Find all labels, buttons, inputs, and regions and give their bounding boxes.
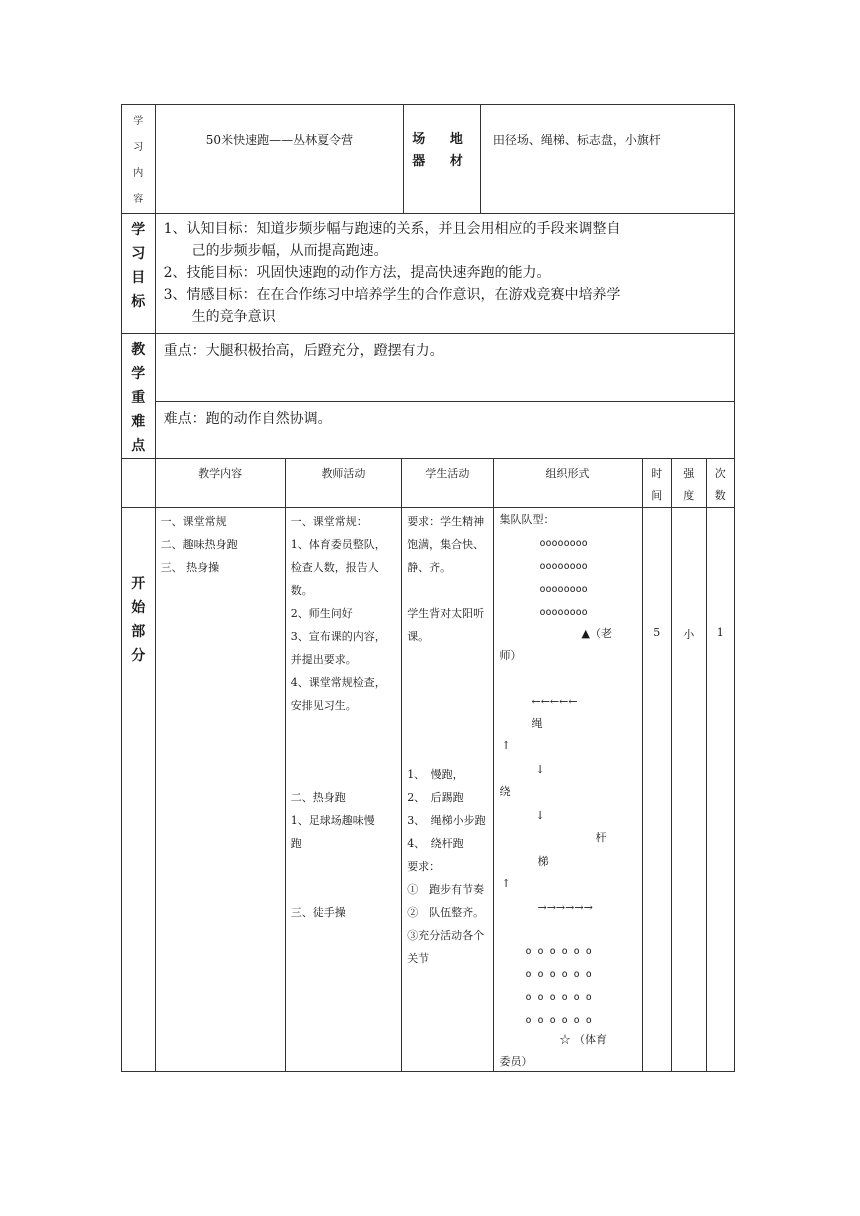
header-count: 次 数	[706, 459, 735, 508]
start-content: 一、课堂常规 二、趣味热身跑 三、 热身操	[155, 508, 285, 1072]
pole-label: 杆	[595, 831, 607, 844]
leader-marker: ☆ （体育	[559, 1033, 607, 1046]
venue-label: 场 地 器 材	[404, 105, 481, 214]
leader-marker-2: 委员）	[499, 1055, 533, 1068]
arrow-row-left: ←←←←←	[531, 695, 578, 708]
formation-row-2: o o o o o o	[525, 992, 592, 1003]
start-student: 要求：学生精神 饱满，集合快、 静、齐。 学生背对太阳听 课。 1、 慢跑， 2、 后踢跑 3、 绳梯小步跑 4、 绕杆跑 要求： ① 跑步有节奏 ② 队伍整齐。 ③充分活动各个 关节	[402, 508, 493, 1072]
formation-title: 集队队型：	[499, 513, 555, 526]
arrow-up-icon: ↑	[501, 739, 511, 752]
arrow-down-icon: ↓	[535, 809, 545, 822]
formation-row: oooooooo	[539, 561, 588, 572]
arrow-row-right: →→→→→→	[537, 901, 593, 914]
rope-label: 绳	[531, 717, 543, 730]
key-point: 重点：大腿积极抬高，后蹬充分，蹬摆有力。	[155, 334, 734, 402]
header-intensity: 强 度	[671, 459, 706, 508]
header-time: 时 间	[642, 459, 671, 508]
start-time: 5	[642, 508, 671, 1072]
start-organization	[493, 508, 642, 1072]
venue-value: 田径场、绳梯、标志盘，小旗杆	[480, 105, 734, 214]
formation-row: oooooooo	[539, 584, 588, 595]
difficult-point: 难点：跑的动作自然协调。	[155, 401, 734, 458]
formation-row-2: o o o o o o	[525, 1015, 592, 1026]
study-content-label: 学 习 内 容	[122, 105, 156, 214]
start-teacher: 一、课堂常规： 1、体育委员整队， 检查人数，报告人 数。 2、师生问好 3、宣布课的内容， 并提出要求。 4、课堂常规检查， 安排见习生。 二、热身跑 1、足球场趣味慢 跑 三、徒手操	[285, 508, 401, 1072]
formation-row-2: o o o o o o	[525, 969, 592, 980]
lesson-title: 50米快速跑——丛林夏令营	[155, 105, 404, 214]
formation-row-2: o o o o o o	[525, 946, 592, 957]
header-org: 组织形式	[493, 459, 642, 508]
goals-text: 1、认知目标：知道步频步幅与跑速的关系，并且会用相应的手段来调整自 己的步频步幅，从而提高跑速。 2、技能目标：巩固快速跑的动作方法，提高快速奔跑的能力。 3、情感目标：在在合作练习中培养学生的合作意识，在游戏竞赛中培养学 生的竞争意识	[155, 214, 734, 334]
ladder-label: 梯	[537, 855, 549, 868]
goals-label: 学 习 目 标	[122, 214, 156, 334]
header-student: 学生活动	[402, 459, 493, 508]
header-teacher: 教师活动	[285, 459, 401, 508]
teacher-marker-2: 师）	[499, 649, 522, 662]
start-count: 1	[706, 508, 735, 1072]
arrow-up-icon: ↑	[501, 877, 511, 890]
around-label: 绕	[499, 785, 511, 798]
lesson-plan-table	[121, 104, 735, 1072]
start-intensity: 小	[671, 508, 706, 1072]
formation-row: oooooooo	[539, 607, 588, 618]
header-blank	[122, 459, 156, 508]
arrow-down-icon: ↓	[535, 763, 545, 776]
header-content: 教学内容	[155, 459, 285, 508]
teacher-marker: ▲（老	[581, 627, 612, 640]
focus-label: 教 学 重 难 点	[122, 334, 156, 459]
formation-row: oooooooo	[539, 538, 588, 549]
start-section-label: 开 始 部 分	[122, 508, 156, 1072]
